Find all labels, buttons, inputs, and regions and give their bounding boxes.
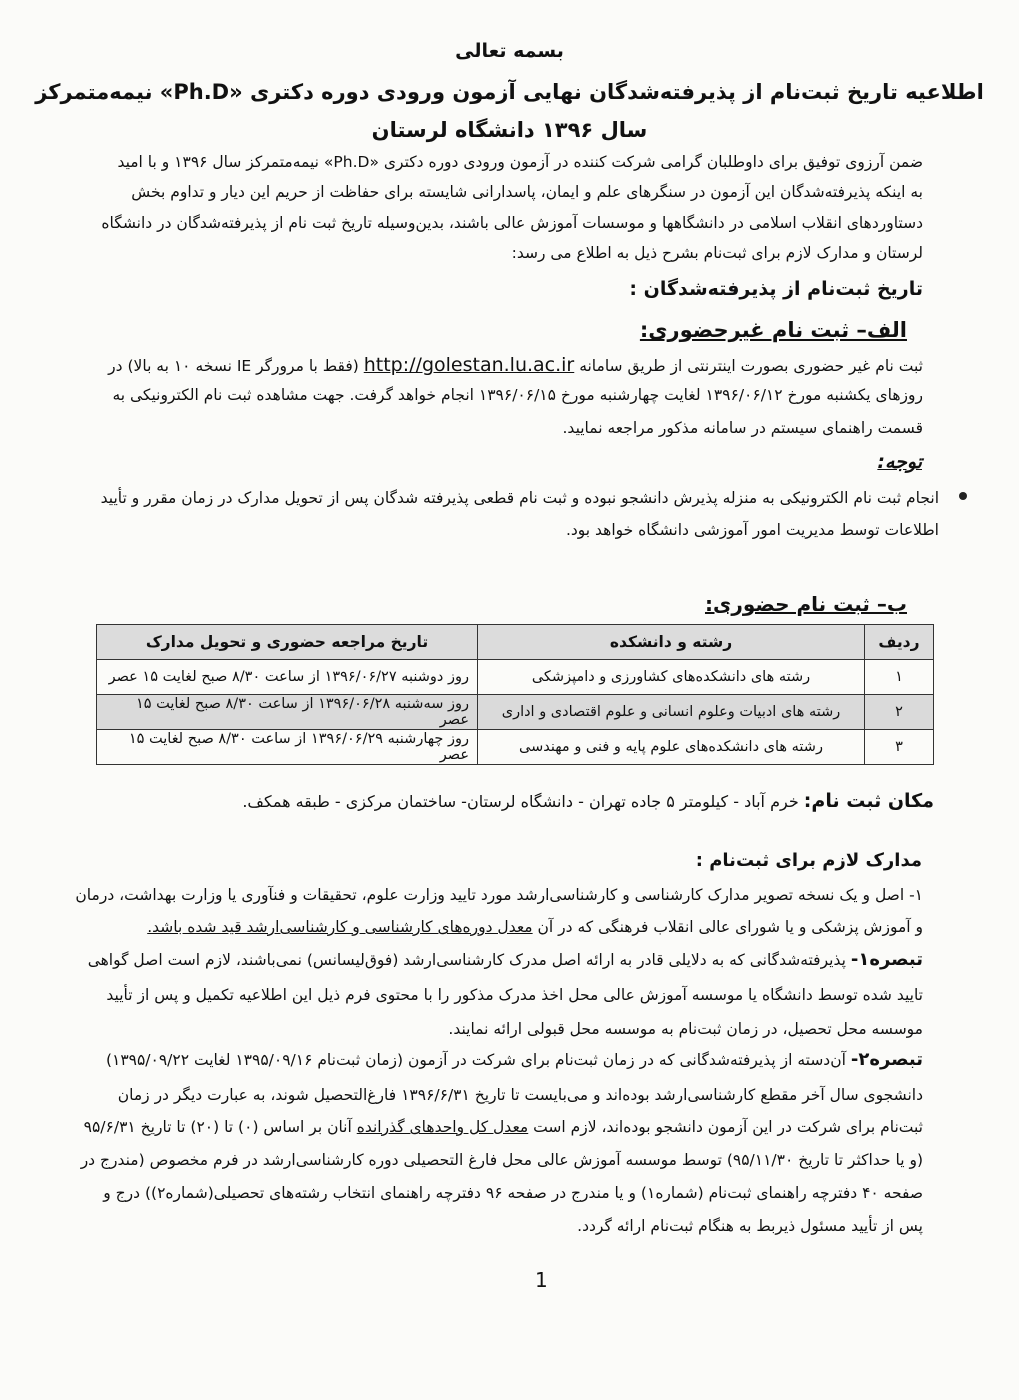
table-row xyxy=(97,730,934,765)
table-row xyxy=(97,695,934,730)
online-line-2: روزهای یکشنبه مورخ ۱۳۹۶/۰۶/۱۲ لغایت چهارشنبه مورخ ۱۳۹۶/۰۶/۱۵ انجام خواهد گرفت. جهت مشاهده ثبت نام الکترونیکی به xyxy=(112,386,923,404)
table-header-row xyxy=(97,625,934,660)
doc-item1-line-1: ۱- اصل و یک نسخه تصویر مدارک کارشناسی و کارشناسی‌ارشد مورد تایید وزارت علوم، تحقیقات و فنآوری یا وزارت بهداشت، درمان xyxy=(75,886,923,904)
online-line-1 xyxy=(83,355,923,376)
intro-line-4: لرستان و مدارک لازم برای ثبت‌نام بشرح ذیل به اطلاع می رسد: xyxy=(511,244,923,262)
col-header-date: تاریخ مراجعه حضوری و تحویل مدارک xyxy=(97,625,478,660)
doc-item1-text: و آموزش پزشکی و یا شورای عالی انقلاب فرهنگی که در آن xyxy=(537,918,923,936)
location-text: خرم آباد - کیلومتر ۵ جاده تهران - دانشگاه لرستان- ساختمان مرکزی - طبقه همکف. xyxy=(242,792,799,811)
note2-line-3 xyxy=(83,1117,923,1137)
note2-line-5: صفحه ۴۰ دفترچه راهنمای ثبت‌نام (شماره۱) و یا مندرج در صفحه ۹۶ دفترچه راهنمای انتخاب رشته‌های تحصیلی(شماره۲)) درج و xyxy=(103,1184,923,1202)
row-field: رشته های ادبیات وعلوم انسانی و علوم اقتصادی و اداری xyxy=(478,695,865,730)
online-line-3: قسمت راهنمای سیستم در سامانه مذکور مراجعه نمایید. xyxy=(562,419,923,437)
row-field: رشته های دانشکده‌های کشاورزی و دامپزشکی xyxy=(478,660,865,695)
page-number: 1 xyxy=(535,1268,548,1292)
note1-line-3: موسسه محل تحصیل، در زمان ثبت‌نام به موسسه محل قبولی ارائه نمایند. xyxy=(448,1020,923,1038)
location-label: مکان ثبت نام: xyxy=(803,790,934,812)
intro-line-2: به اینکه پذیرفته‌شدگان این آزمون در سنگرهای علم و ایمان، پاسدارانی شایسته برای حفاظت از حریم این دیار و تداوم بخش xyxy=(131,183,923,201)
note2-text: آن‌دسته از پذیرفته‌شدگانی که در زمان ثبت‌نام برای شرکت در آزمون (زمان ثبت‌نام ۱۳۹۵/۰۹/۱۶ لغایت ۱۳۹۵/۰۹/۲۲) xyxy=(105,1051,846,1069)
section-dates-heading: تاریخ ثبت‌نام از پذیرفته‌شدگان : xyxy=(629,278,923,300)
note2-highlight: معدل کل واحدهای گذرانده xyxy=(356,1118,529,1136)
doc-item1-highlight: معدل دوره‌های کارشناسی و کارشناسی‌ارشد قید شده باشد. xyxy=(147,918,533,936)
note2-label: تبصره۲- xyxy=(850,1049,923,1070)
online-text-a: ثبت نام غیر حضوری بصورت اینترنتی از طریق سامانه xyxy=(579,357,923,375)
col-header-field: رشته و دانشکده xyxy=(478,625,865,660)
row-date: روز دوشنبه ۱۳۹۶/۰۶/۲۷ از ساعت ۸/۳۰ صبح لغایت ۱۵ عصر xyxy=(97,660,478,695)
note1-text: پذیرفته‌شدگانی که به دلایلی قادر به ارائه اصل مدرک کارشناسی‌ارشد (فوق‌لیسانس) نمی‌باشند، لازم است اصل گواهی xyxy=(87,951,846,969)
note2-line-6: پس از تأیید مسئول ذیربط به هنگام ثبت‌نام ارائه گردد. xyxy=(577,1217,923,1235)
note1-label: تبصره۱- xyxy=(850,949,923,970)
golestan-link[interactable]: http://golestan.lu.ac.ir xyxy=(363,354,575,376)
intro-line-3: دستاوردهای انقلاب اسلامی در دانشگاهها و موسسات آموزش عالی باشند، بدین‌وسیله تاریخ ثبت نام از پذیرفته‌شدگان در دانشگاه xyxy=(101,214,923,232)
online-registration-heading: الف– ثبت نام غیرحضوری: xyxy=(639,318,907,342)
row-field: رشته های دانشکده‌های علوم پایه و فنی و مهندسی xyxy=(478,730,865,765)
note-heading: توجه: xyxy=(877,451,922,473)
bullet-icon xyxy=(959,492,967,500)
row-number: ۱ xyxy=(865,660,934,695)
note2-line-4: (و یا حداکثر تا تاریخ ۹۵/۱۱/۳۰) توسط موسسه آموزش عالی محل فارغ التحصیلی دوره کارشناسی‌ارشد در فرم مخصوص (مندرج در xyxy=(80,1151,923,1169)
row-date: روز چهارشنبه ۱۳۹۶/۰۶/۲۹ از ساعت ۸/۳۰ صبح لغایت ۱۵ عصر xyxy=(97,730,478,765)
row-number: ۳ xyxy=(865,730,934,765)
doc-item1-line-2 xyxy=(83,917,923,937)
documents-heading: مدارک لازم برای ثبت‌نام : xyxy=(695,850,922,871)
online-text-b: (فقط با مرورگر IE نسخه ۱۰ به بالا) در xyxy=(108,357,359,375)
note1-line-2: تایید شده توسط دانشگاه یا موسسه آموزش عالی محل اخذ مدرک مذکور را با محتوی فرم ذیل این اطلاعیه تکمیل و پس از تأیید xyxy=(106,986,923,1004)
note-line-1: انجام ثبت نام الکترونیکی به منزله پذیرش دانشجو نبوده و ثبت نام قطعی پذیرفته شدگان پس از تحویل مدارک در زمان مقرر و تأیید xyxy=(100,489,939,507)
note2-text-c: آنان بر اساس (۰) تا (۲۰) تا تاریخ ۹۵/۶/۳۱ xyxy=(83,1118,352,1136)
bismillah: بسمه تعالی xyxy=(455,40,564,62)
note2-text-a: ثبت‌نام برای شرکت در این آزمون دانشجو بوده‌اند، لازم است xyxy=(533,1118,923,1136)
table-row xyxy=(97,660,934,695)
page-subtitle: سال ۱۳۹۶ دانشگاه لرستان xyxy=(371,118,648,142)
note2-line-1 xyxy=(83,1050,923,1070)
page-title: اطلاعیه تاریخ ثبت‌نام از پذیرفته‌شدگان نهایی آزمون ورودی دوره دکتری «Ph.D» نیمه‌متمرکز xyxy=(35,80,984,104)
row-number: ۲ xyxy=(865,695,934,730)
inperson-registration-heading: ب– ثبت نام حضوری: xyxy=(704,592,907,616)
row-date: روز سه‌شنبه ۱۳۹۶/۰۶/۲۸ از ساعت ۸/۳۰ صبح لغایت ۱۵ عصر xyxy=(97,695,478,730)
note2-line-2: دانشجوی سال آخر مقطع کارشناسی‌ارشد بوده‌اند و می‌بایست تا تاریخ ۱۳۹۶/۶/۳۱ فارغ‌التحصیل شوند، به عبارت دیگر در زمان xyxy=(117,1086,923,1104)
note-line-2: اطلاعات توسط مدیریت امور آموزشی دانشگاه خواهد بود. xyxy=(565,521,939,539)
col-header-row-number: ردیف xyxy=(865,625,934,660)
intro-line-1: ضمن آرزوی توفیق برای داوطلبان گرامی شرکت کننده در آزمون ورودی دوره دکتری «Ph.D» نیمه‌متمرکز سال ۱۳۹۶ و با امید xyxy=(117,153,923,171)
note1-line-1 xyxy=(83,950,923,970)
location-line xyxy=(242,790,934,812)
registration-schedule-table xyxy=(96,624,934,765)
